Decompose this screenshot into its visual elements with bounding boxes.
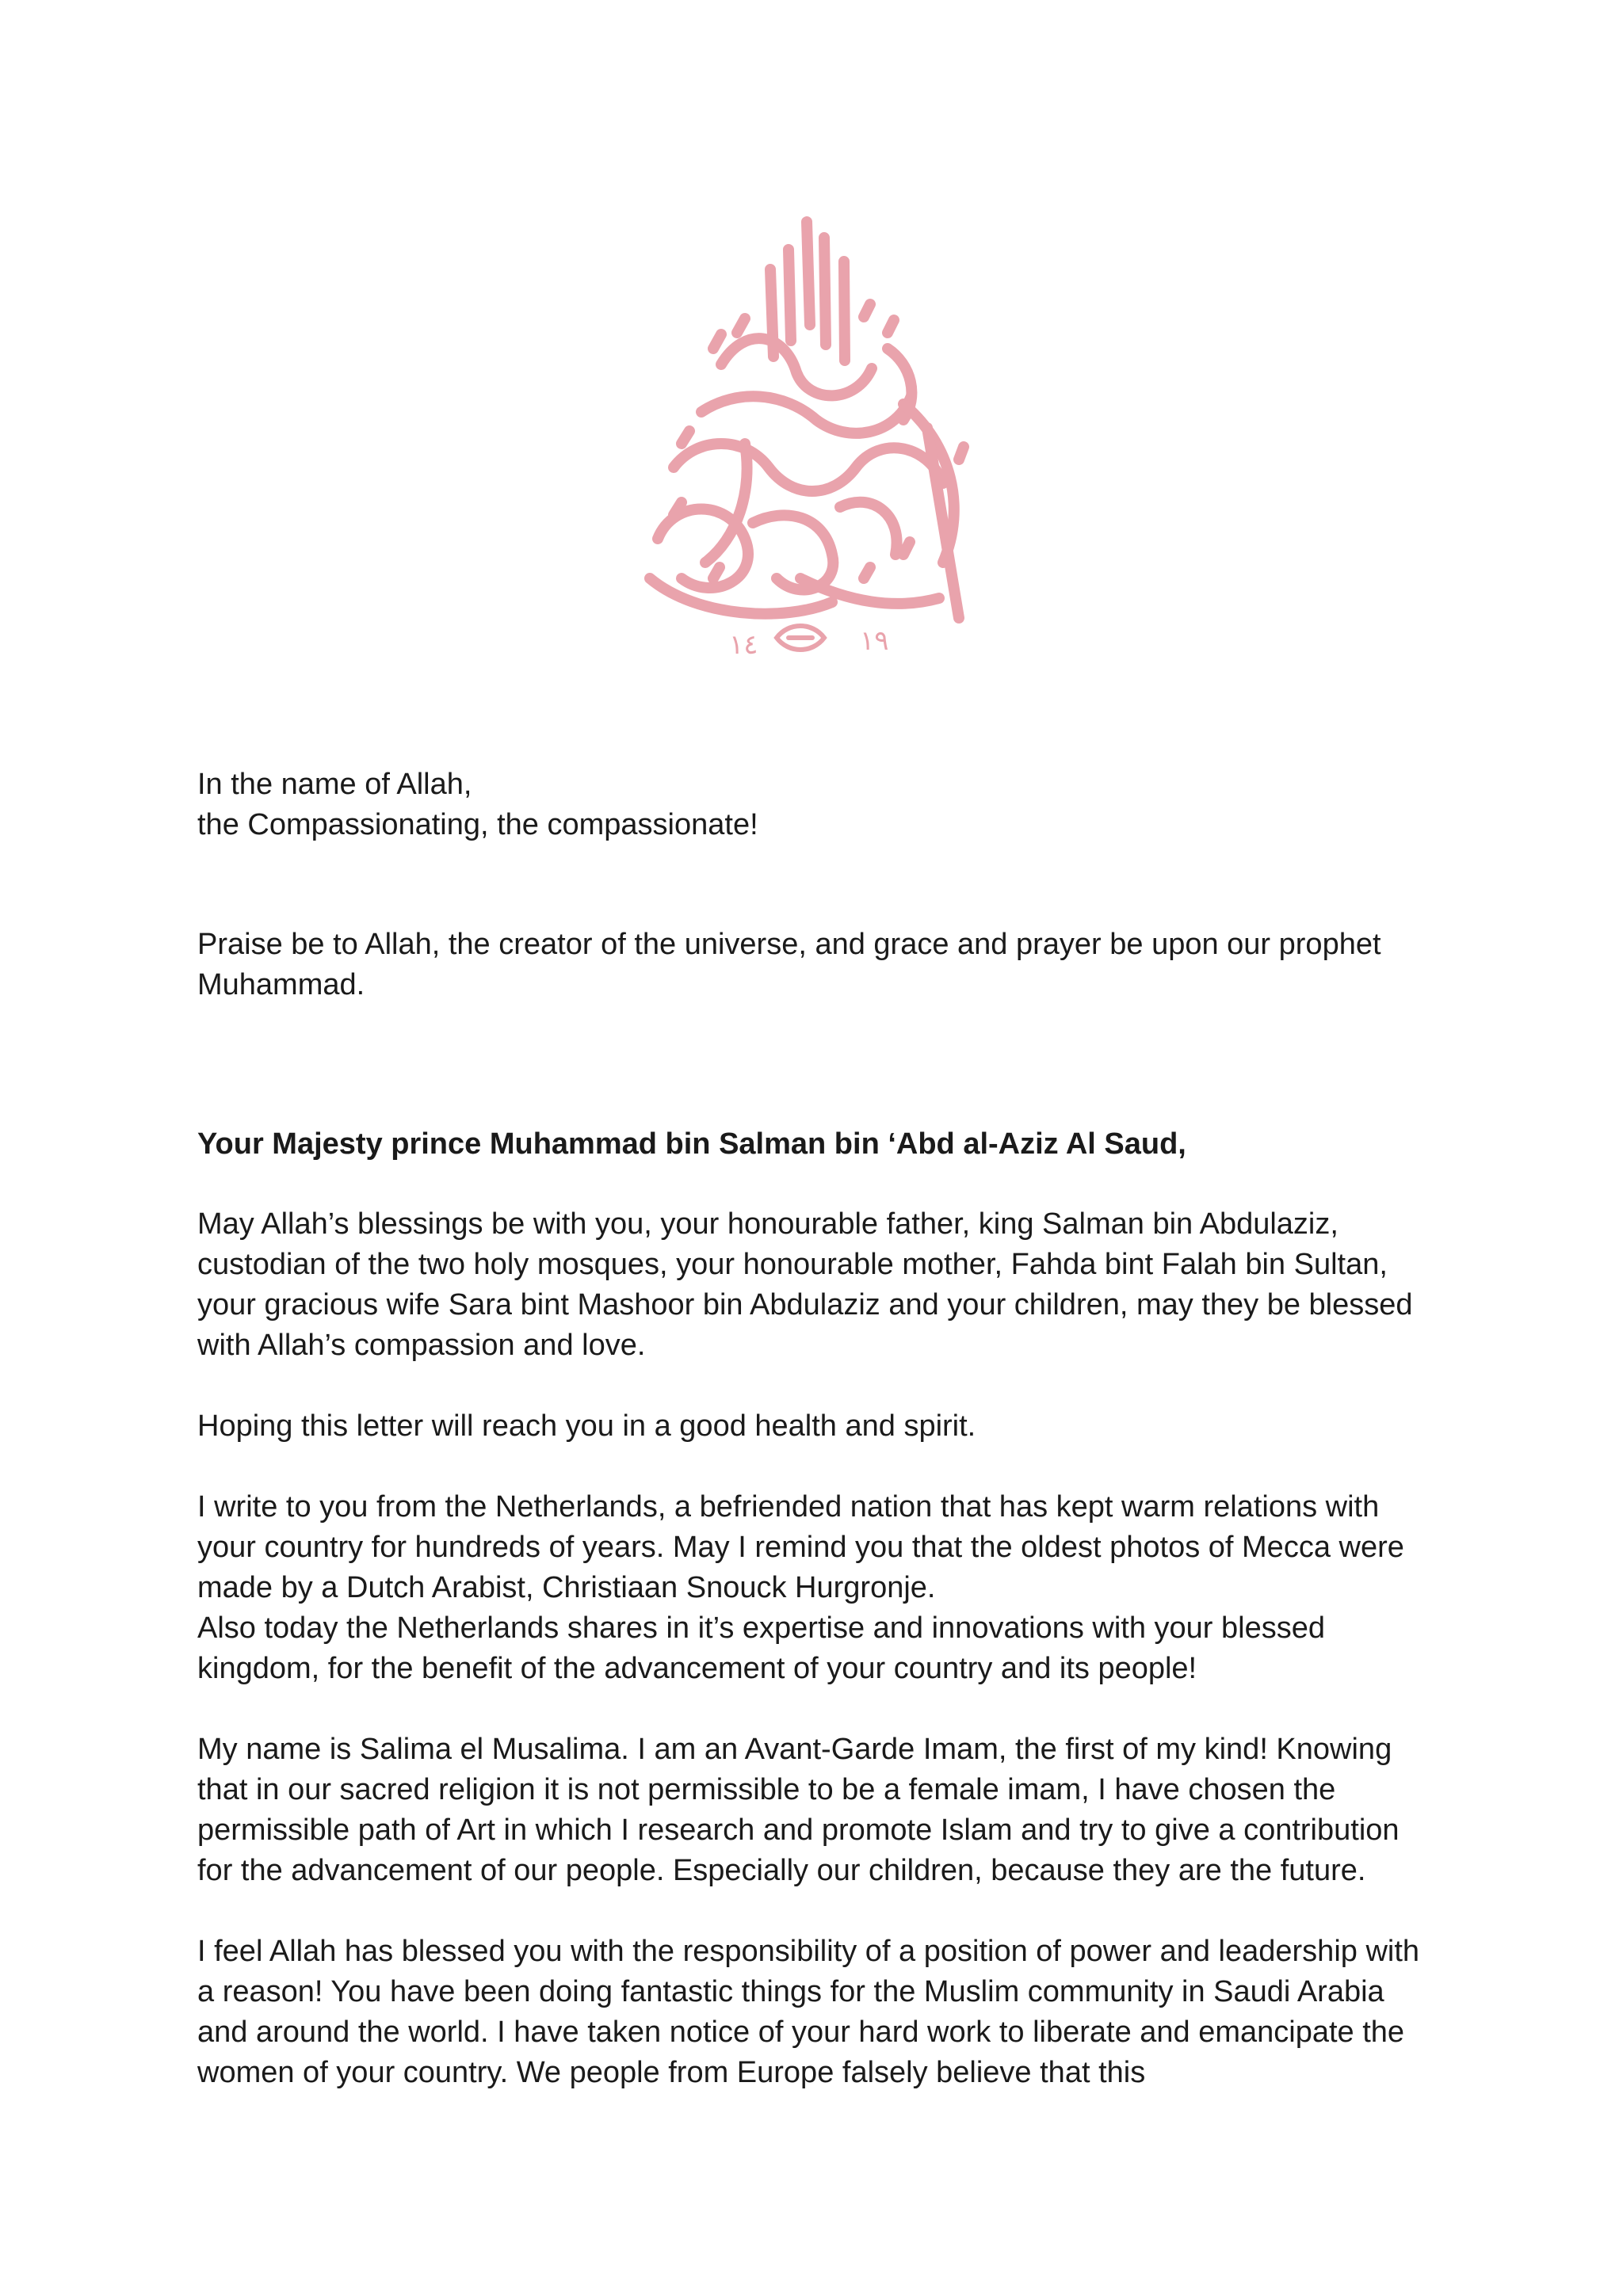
- emblem-numeral-left: ١٤: [729, 629, 758, 661]
- bismillah-calligraphy-icon: [626, 206, 999, 666]
- paragraph-netherlands: I write to you from the Netherlands, a befriended nation that has kept warm relations with your country for hundreds of years. May I remind you that the oldest photos of Mecca were made by a Dutch Arabist, Christiaan Snouck Hurgronje.: [197, 1490, 1404, 1604]
- salutation: Your Majesty prince Muhammad bin Salman bin ‘Abd al-Aziz Al Saud,: [197, 1127, 1186, 1161]
- paragraph-blessings: May Allah’s blessings be with you, your honourable father, king Salman bin Abdulaziz, custodian of the two holy mosques, your honourable mother, Fahda bint Falah bin Sultan, your gracious wife Sara bint Mashoor bin Abdulaziz and your children, may they be blessed with Allah’s compassion and love.: [197, 1207, 1413, 1362]
- emblem-numeral-right: ١٩: [860, 625, 889, 657]
- paragraph-expertise: Also today the Netherlands shares in it’s expertise and innovations with your blessed kingdom, for the benefit of the advancement of your country and its people!: [197, 1611, 1325, 1685]
- paragraph-hoping: Hoping this letter will reach you in a good health and spirit.: [197, 1409, 976, 1443]
- greeting: [197, 765, 1442, 845]
- letter-body: [197, 765, 1442, 2134]
- greeting-line-2: the Compassionating, the compassionate!: [197, 808, 758, 841]
- paragraph-introduction: My name is Salima el Musalima. I am an Avant-Garde Imam, the first of my kind! Knowing that in our sacred religion it is not permissible to be a female imam, I have chosen the permissible path of Art in which I research and promote Islam and try to give a contribution for the advancement of our people. Especially our children, because they are the future.: [197, 1733, 1400, 1887]
- praise-paragraph: Praise be to Allah, the creator of the universe, and grace and prayer be upon our prophet Muhammad.: [197, 928, 1381, 1001]
- greeting-line-1: In the name of Allah,: [197, 768, 472, 801]
- paragraph-leadership: I feel Allah has blessed you with the responsibility of a position of power and leadership with a reason! You have been doing fantastic things for the Muslim community in Saudi Arabia and around the world. I have taken notice of your hard work to liberate and emancipate the women of your country. We people from Europe falsely believe that this: [197, 1935, 1420, 2089]
